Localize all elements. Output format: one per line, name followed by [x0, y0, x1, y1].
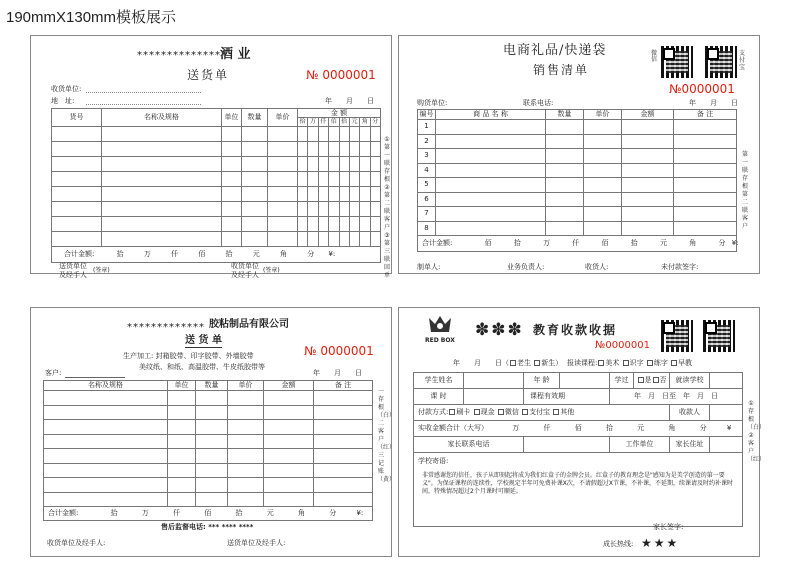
validity-dates: 年 月 日至 年 月 日 [610, 389, 743, 405]
table-row [418, 207, 737, 222]
hotline-stars: ★★★ [641, 536, 680, 550]
total-unit: 佰 [204, 509, 212, 517]
customer-line [65, 377, 125, 378]
digit-head: 元 [349, 118, 359, 127]
total-yen: ¥: [356, 509, 364, 517]
digit-head: 拾 [298, 118, 308, 127]
receipt-table [413, 372, 743, 527]
form-title: 电商礼品/快递袋 [503, 43, 607, 58]
customer-label: 客户: [45, 369, 62, 377]
age-label: 年 龄 [524, 373, 560, 389]
school-label: 就读学校 [670, 373, 710, 389]
total-unit: 元 [660, 239, 667, 247]
form-subtitle: 送 货 单 [185, 335, 222, 346]
unpaid-label: 未付款签字: [661, 263, 699, 271]
receiver-label: 送货单位及经手人: [227, 539, 286, 547]
workplace-label: 工作单位 [610, 437, 670, 453]
phone-label: 联系电话: [523, 99, 554, 107]
row-no: 4 [418, 163, 436, 178]
learned-options: 是 否 [634, 373, 670, 389]
serial-number: №0000001 [669, 82, 735, 96]
tape-delivery-form [30, 307, 396, 557]
wechat-qr-icon [661, 46, 693, 78]
learned-label: 学过 [610, 373, 634, 389]
serial-number: №0000001 [595, 340, 650, 351]
hotline: 售后监督电话: *** **** **** [161, 523, 254, 531]
total-unit: 元 [266, 509, 274, 517]
total-label: 合计金额: [422, 239, 453, 247]
alipay-qr-icon [705, 46, 737, 78]
col-price: 单价 [268, 109, 298, 127]
digit-head: 分 [370, 118, 380, 127]
alipay-qr-icon [703, 320, 735, 352]
goods-table [43, 380, 373, 521]
total-unit: 万 [543, 239, 551, 247]
col-qty: 数量 [546, 110, 584, 120]
student-name-field [464, 373, 524, 389]
total-unit: 佰 [601, 239, 609, 247]
school-field [710, 373, 743, 389]
total-row [44, 507, 373, 521]
total-unit: 仟 [572, 239, 580, 247]
sender-label: 送货单位 及经手人 [59, 262, 87, 279]
digit-head: 拾 [339, 118, 349, 127]
total-row [418, 236, 737, 252]
table-row [418, 120, 737, 135]
table-row [418, 192, 737, 207]
student-name-label: 学生姓名 [414, 373, 464, 389]
brand-name: 酒 业 [220, 47, 251, 62]
parent-sign-label: 家长签字: [653, 523, 684, 531]
total-unit: 角 [298, 509, 305, 517]
total-unit: 佰 [198, 250, 206, 258]
brand-stars: *************** [137, 50, 227, 61]
col-no: 编号 [419, 110, 434, 118]
row-no: 1 [418, 120, 436, 135]
col-qty: 数量 [196, 381, 228, 391]
address-line [86, 104, 201, 105]
total-unit: 分 [718, 239, 726, 247]
row-no: 3 [418, 149, 436, 164]
row-no: 5 [418, 178, 436, 193]
parent-phone-label: 家长联系电话 [414, 437, 524, 453]
total-unit: 佰 [484, 239, 492, 247]
total-unit: 拾 [110, 509, 118, 517]
education-receipt [398, 307, 766, 557]
maker-label: 制单人: [417, 263, 441, 271]
hotline-label: 成长热线: [603, 540, 634, 548]
wine-delivery-form [30, 35, 392, 279]
receiver-unit-label: 收货单位: [51, 85, 82, 93]
col-amount: 金 额 [298, 109, 381, 118]
col-unit: 单位 [168, 381, 196, 391]
sender-stamp: (签章) [93, 267, 110, 274]
parent-address-label: 家长住址 [670, 437, 710, 453]
table-row [418, 163, 737, 178]
table-row [418, 178, 737, 193]
total-unit: 仟 [171, 250, 179, 258]
col-price: 单价 [228, 381, 264, 391]
copy-note: 一存根（白）二客户（红）三记账（黄） [377, 388, 396, 483]
receiver-label: 收货单位 及经手人 [231, 262, 259, 279]
row-no: 2 [418, 134, 436, 149]
goods-table [51, 108, 381, 263]
table-row [418, 134, 737, 149]
redbox-logo-icon [427, 314, 453, 334]
products-line-1: 生产加工: 封箱胶带、印字胶带、外墙胶带 [123, 352, 254, 360]
col-name: 名称及规格 [102, 109, 222, 127]
table-row [418, 149, 737, 164]
receipt-title: 教育收款收据 [533, 323, 618, 337]
sender-label: 收货单位及经手人: [47, 539, 106, 547]
ecommerce-sales-list [398, 35, 760, 274]
total-unit: 元 [252, 250, 260, 258]
validity-label: 课程有效期 [524, 389, 610, 405]
digit-head: 万 [308, 118, 318, 127]
serial-number: № 0000001 [306, 68, 376, 82]
table-row [418, 221, 737, 236]
col-unit: 单位 [222, 109, 242, 127]
total-unit: 角 [689, 239, 697, 247]
receiver-unit-line [86, 92, 201, 93]
wechat-qr-icon [661, 320, 693, 352]
products-line-2: 美纹纸、和纸、高温胶带、牛皮纸胶带等 [139, 363, 265, 371]
total-unit: 角 [280, 250, 287, 258]
total-unit: 拾 [116, 250, 124, 258]
wechat-label: 微信 [651, 50, 658, 63]
payment-method: 付款方式: 刷卡 现金 微信 支付宝 其他 [414, 405, 670, 421]
form-subtitle: 送货单 [187, 68, 230, 82]
sales-table [417, 109, 737, 252]
school-message [414, 453, 743, 527]
total-unit: 仟 [173, 509, 181, 517]
receiver-label: 收款人 [670, 405, 710, 421]
total-unit: 拾 [225, 250, 233, 258]
message-label: 学校寄语: [418, 457, 449, 465]
form-subtitle: 销售清单 [533, 63, 590, 77]
total-yen: ¥: [731, 239, 739, 247]
total-unit: 万 [141, 509, 149, 517]
page-title: 190mmX130mm模板展示 [6, 9, 177, 26]
brand-stars: ************* [127, 322, 205, 333]
buyer-label: 购货单位: [417, 99, 448, 107]
address-label: 地 址: [51, 97, 75, 105]
goods-rows [44, 391, 373, 507]
date-label: 年 月 日 [689, 99, 738, 107]
copy-note: ①第一联存根②第二联客户③第三联回单 [383, 136, 390, 279]
copy-note: 第一联存根第二联客户 [741, 151, 748, 230]
receiver-stamp: (签章) [263, 267, 280, 274]
col-name: 商 品 名 称 [436, 110, 546, 120]
digit-head: 角 [360, 118, 370, 127]
col-name: 名称及规格 [44, 381, 168, 391]
col-remark: 备 注 [314, 381, 373, 391]
total-unit: 拾 [513, 239, 521, 247]
age-field [560, 373, 610, 389]
total-row [52, 247, 381, 263]
payee-label: 收货人: [585, 263, 609, 271]
col-remark: 备 注 [674, 110, 737, 120]
total-unit: 分 [307, 250, 315, 258]
class-hours-label: 课 时 [414, 389, 464, 405]
date-row: 年 月 日（ 老生 新生） [453, 359, 563, 367]
total-unit: 拾 [235, 509, 243, 517]
total-row: 实收金额合计（大写） 万 仟 佰 拾 元 角 分 ¥ [414, 421, 743, 437]
total-label: 合计金额: [64, 250, 95, 258]
total-unit: 分 [329, 509, 337, 517]
col-qty: 数量 [242, 109, 268, 127]
col-amount: 金额 [264, 381, 314, 391]
col-price: 单价 [584, 110, 622, 120]
copy-note: ①存根（白）②客户（红） [747, 400, 766, 463]
message-text: 非常感谢您的信任，孩子从即刻起将成为我们红盒子的金牌会员。红盒子的教育理念是"感知为是美学创造的第一要义"。为保证课程的连续性，学校规定半年可免费补课X次，不请假超过X节课，不补课，不延期，续课请及时约补课时间，特殊情况超过2个月课时可顺延。 [422, 472, 733, 495]
row-no: 8 [418, 221, 436, 236]
date-label: 年 月 日 [325, 97, 374, 105]
course-row: 报读课程: 美术 识字 练字 早教 [567, 359, 693, 367]
goods-rows [52, 127, 381, 247]
logo-text: RED BOX [425, 337, 455, 344]
clerk-label: 业务负责人: [507, 263, 545, 271]
brand-name: 胶粘制品有限公司 [209, 319, 289, 330]
row-no: 6 [418, 192, 436, 207]
date-label: 年 月 日 [313, 369, 362, 377]
serial-number: № 0000001 [304, 344, 374, 358]
alipay-label: 支付宝 [739, 50, 746, 71]
digit-head: 佰 [329, 118, 339, 127]
col-code: 货号 [52, 109, 102, 127]
total-unit: 拾 [630, 239, 638, 247]
total-label: 合计金额: [48, 509, 79, 517]
decorative-stars: ✽✽✽ [475, 320, 524, 340]
digit-head: 仟 [318, 118, 328, 127]
col-amount: 金额 [622, 110, 674, 120]
total-unit: 万 [143, 250, 151, 258]
row-no: 7 [418, 207, 436, 222]
total-yen: ¥: [328, 250, 336, 258]
